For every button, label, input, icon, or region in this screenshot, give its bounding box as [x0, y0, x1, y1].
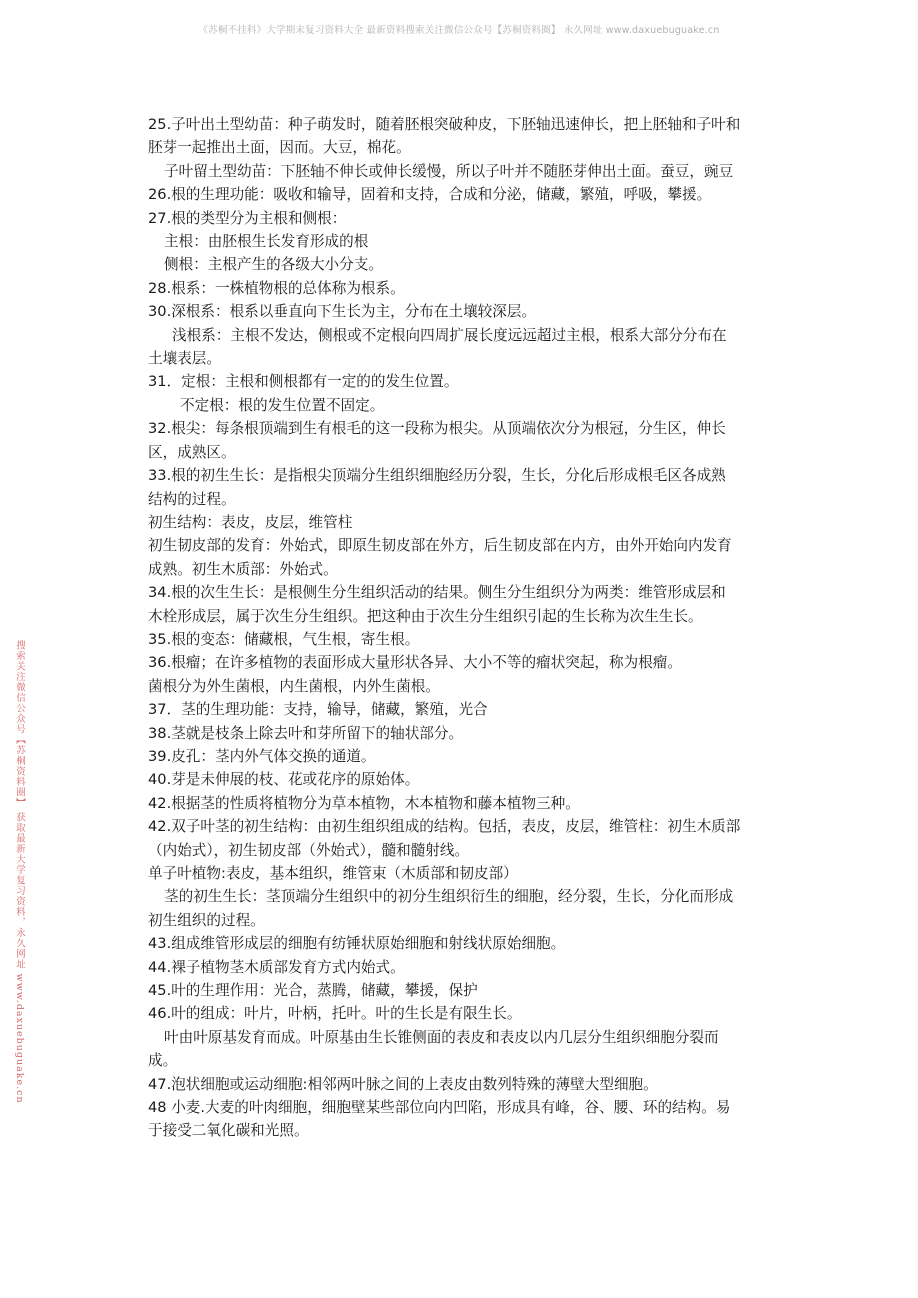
text-line: 27.根的类型分为主根和侧根：: [148, 209, 347, 227]
text-line: 浅根系：主根不发达，侧根或不定根向四周扩展长度远远超过主根，根系大部分分布在: [172, 326, 727, 344]
text-line: 40.芽是未伸展的枝、花或花序的原始体。: [148, 771, 420, 789]
text-line: 主根：由胚根生长发育形成的根: [164, 233, 369, 251]
text-line: 32.根尖：每条根顶端到生有根毛的这一段称为根尖。从顶端依次分为根冠，分生区，伸长: [148, 420, 726, 438]
text-line: 31．定根：主根和侧根都有一定的的发生位置。: [148, 373, 459, 391]
text-line: 42.根据茎的性质将植物分为草本植物，木本植物和藤本植物三种。: [148, 794, 580, 812]
text-line: 茎的初生生长：茎顶端分生组织中的初分生组织衍生的细胞，经分裂，生长，分化而形成: [164, 888, 734, 906]
text-line: 45.叶的生理作用：光合，蒸腾，储藏，攀援，保护: [148, 982, 478, 1000]
text-line: 47.泡状细胞或运动细胞:相邻两叶脉之间的上表皮由数列特殊的薄壁大型细胞。: [148, 1075, 658, 1093]
page-header-watermark: 《苏桐不挂科》大学期末复习资料大全 最新资料搜索关注微信公众号【苏桐资料圈】 永久网址 www.daxuebuguake.cn: [198, 25, 720, 36]
text-line: 初生组织的过程。: [148, 911, 265, 929]
text-line: 35.根的变态：储藏根，气生根，寄生根。: [148, 630, 420, 648]
text-line: 土壤表层。: [148, 350, 221, 368]
side-watermark: 搜索关注微信公众号【苏桐资料圈】 获取最新大学复习资料，永久网址 www.daxuebuguake.cn: [14, 640, 25, 1104]
text-line: 26.根的生理功能：吸收和输导，固着和支持，合成和分泌，储藏，繁殖，呼吸，攀援。: [148, 186, 712, 204]
text-line: 初生结构：表皮，皮层，维管柱: [148, 513, 353, 531]
text-line: 44.裸子植物茎木质部发育方式内始式。: [148, 958, 405, 976]
text-line: 初生韧皮部的发育：外始式，即原生韧皮部在外方，后生韧皮部在内方，由外开始向内发育: [148, 537, 732, 555]
text-line: （内始式），初生韧皮部（外始式），髓和髓射线。: [148, 841, 470, 859]
text-line: 木栓形成层，属于次生分生组织。把这种由于次生分生组织引起的生长称为次生生长。: [148, 607, 703, 625]
text-line: 25.子叶出土型幼苗：种子萌发时，随着胚根突破种皮，下胚轴迅速伸长，把上胚轴和子叶和: [148, 116, 741, 133]
text-line: 叶由叶原基发育而成。叶原基由生长锥侧面的表皮和表皮以内几层分生组织细胞分裂而: [164, 1028, 719, 1046]
text-line: 30.深根系：根系以垂直向下生长为主，分布在土壤较深层。: [148, 303, 537, 321]
text-line: 28.根系：一株植物根的总体称为根系。: [148, 279, 405, 297]
text-line: 胚芽一起推出土面，因而。大豆，棉花。: [148, 139, 411, 157]
text-line: 菌根分为外生菌根，内生菌根，内外生菌根。: [148, 677, 440, 695]
text-line: 37．茎的生理功能：支持，输导，储藏，繁殖，光合: [148, 701, 488, 719]
text-line: 成熟。初生木质部：外始式。: [148, 560, 338, 578]
text-line: 42.双子叶茎的初生结构：由初生组织组成的结构。包括，表皮，皮层，维管柱：初生木质部: [148, 818, 741, 836]
text-line: 34.根的次生生长：是根侧生分生组织活动的结果。侧生分生组织分为两类：维管形成层和: [148, 584, 726, 602]
document-body: [148, 113, 784, 1143]
text-line: 侧根：主根产生的各级大小分支。: [164, 256, 383, 274]
text-line: 36.根瘤；在许多植物的表面形成大量形状各异、大小不等的瘤状突起，称为根瘤。: [148, 654, 682, 672]
text-line: 单子叶植物:表皮，基本组织，维管束（木质部和韧皮部）: [148, 865, 518, 882]
text-line: 39.皮孔：茎内外气体交换的通道。: [148, 747, 376, 765]
text-line: 结构的过程。: [148, 490, 236, 508]
text-line: 区，成熟区。: [148, 443, 236, 461]
text-line: 48 小麦.大麦的叶肉细胞，细胞壁某些部位向内凹陷，形成具有峰，谷、腰、环的结构。易: [148, 1099, 731, 1117]
text-line: 子叶留土型幼苗：下胚轴不伸长或伸长缓慢，所以子叶并不随胚芽伸出土面。蚕豆，豌豆: [164, 162, 734, 180]
text-line: 43.组成维管形成层的细胞有纺锤状原始细胞和射线状原始细胞。: [148, 935, 566, 953]
text-line: 成。: [148, 1052, 178, 1070]
text-line: 33.根的初生生长：是指根尖顶端分生组织细胞经历分裂，生长，分化后形成根毛区各成熟: [148, 467, 726, 485]
text-line: 46.叶的组成：叶片，叶柄，托叶。叶的生长是有限生长。: [148, 1005, 522, 1023]
text-line: 38.茎就是枝条上除去叶和芽所留下的轴状部分。: [148, 724, 464, 742]
text-line: 于接受二氧化碳和光照。: [148, 1122, 309, 1140]
text-line: 不定根：根的发生位置不固定。: [180, 396, 385, 414]
